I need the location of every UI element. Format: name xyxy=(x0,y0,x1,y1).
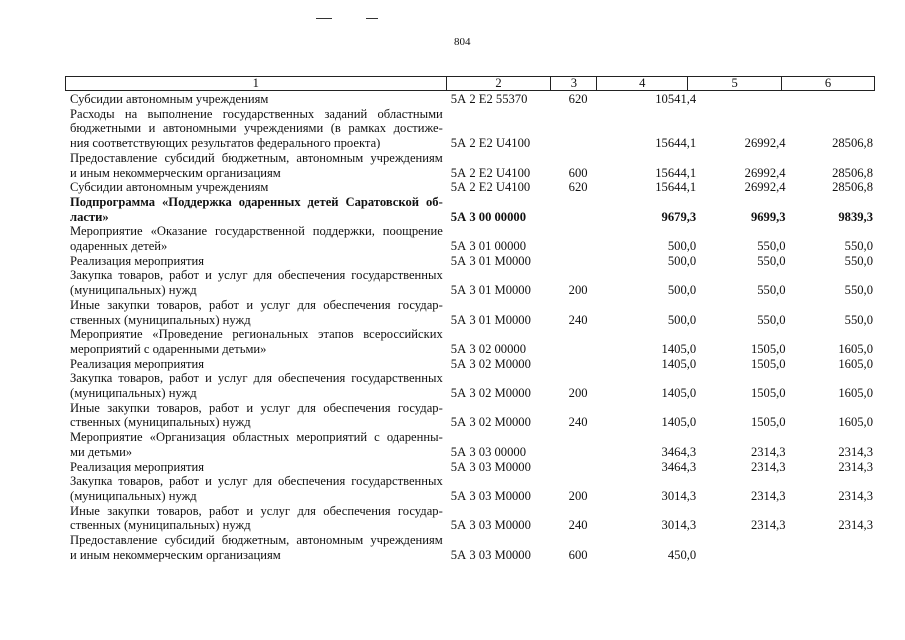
row-expense-type: 240 xyxy=(568,518,588,533)
row-description xyxy=(65,298,443,327)
row-code: 5А 2 Е2 U4100 xyxy=(450,180,531,195)
row-expense-type: 620 xyxy=(568,180,588,195)
header-col-5: 5 xyxy=(688,77,782,90)
row-description xyxy=(65,504,443,533)
description-line: Мероприятие «Проведение региональных этапов всероссийских xyxy=(70,327,443,342)
description-line: Предоставление субсидий бюджетным, автономным учреждениям xyxy=(70,150,443,165)
description-line: и иным некоммерческим организациям xyxy=(70,547,281,562)
row-description xyxy=(65,107,443,151)
row-value-col6: 2314,3 xyxy=(838,518,873,533)
row-expense-type: 600 xyxy=(568,547,588,562)
row-value-col5: 550,0 xyxy=(757,239,786,254)
row-code: 5А 3 02 00000 xyxy=(450,341,526,356)
row-code: 5А 2 Е2 U4100 xyxy=(450,136,531,151)
row-value-col6: 550,0 xyxy=(844,312,873,327)
row-description xyxy=(65,401,443,430)
row-code: 5А 3 01 00000 xyxy=(450,239,526,254)
description-line: Иные закупки товаров, работ и услуг для обеспечения государ- xyxy=(70,297,443,312)
table-row xyxy=(65,533,873,562)
row-value-col4: 450,0 xyxy=(667,547,697,562)
table-header xyxy=(65,76,875,91)
row-value-col4: 1405,0 xyxy=(661,415,697,430)
table-row xyxy=(65,357,873,372)
row-value-col5: 2314,3 xyxy=(750,459,786,474)
row-value-col6: 28506,8 xyxy=(832,165,873,180)
row-value-col4: 9679,3 xyxy=(661,209,697,224)
row-value-col5: 2314,3 xyxy=(750,488,786,503)
row-value-col6: 28506,8 xyxy=(832,136,873,151)
row-value-col5: 2314,3 xyxy=(750,518,786,533)
row-code: 5А 2 Е2 55370 xyxy=(450,92,528,106)
description-line: Реализация мероприятия xyxy=(70,253,205,268)
table-row xyxy=(65,195,873,224)
row-value-col4: 15644,1 xyxy=(655,180,697,195)
row-description xyxy=(65,327,443,356)
description-line: Реализация мероприятия xyxy=(70,356,205,371)
table-row xyxy=(65,504,873,533)
row-value-col6: 1605,0 xyxy=(838,415,873,430)
row-description xyxy=(65,180,443,195)
row-description xyxy=(65,371,443,400)
table-row xyxy=(65,298,873,327)
row-code: 5А 3 03 М0000 xyxy=(450,488,531,503)
description-line: мероприятий с одаренными детьми» xyxy=(70,341,267,356)
row-value-col5: 2314,3 xyxy=(750,444,786,459)
table-row xyxy=(65,180,873,195)
row-value-col5: 1505,0 xyxy=(750,341,786,356)
row-code: 5А 3 00 00000 xyxy=(450,209,526,224)
row-value-col6: 550,0 xyxy=(844,239,873,254)
description-line: Мероприятие «Оказание государственной поддержки, поощрение xyxy=(70,224,443,239)
row-code: 5А 3 03 М0000 xyxy=(450,459,531,474)
description-line: (муниципальных) нужд xyxy=(70,488,197,503)
header-col-4: 4 xyxy=(597,77,688,90)
description-line: ственных (муниципальных) нужд xyxy=(70,518,251,533)
row-description xyxy=(65,460,443,475)
table-row xyxy=(65,92,873,107)
row-value-col4: 1405,0 xyxy=(661,386,697,401)
row-value-col5: 26992,4 xyxy=(744,136,786,151)
description-line: Мероприятие «Организация областных мероприятий с одаренны- xyxy=(70,430,443,445)
row-value-col6: 1605,0 xyxy=(838,341,873,356)
row-value-col6: 2314,3 xyxy=(838,459,873,474)
row-value-col6: 1605,0 xyxy=(838,356,873,371)
description-line: ми детьми» xyxy=(70,444,133,459)
row-description xyxy=(65,151,443,180)
description-line: Подпрограмма «Поддержка одаренных детей Саратовской об- xyxy=(70,194,443,209)
row-value-col5: 1505,0 xyxy=(750,356,786,371)
row-value-col6: 28506,8 xyxy=(832,180,873,195)
row-expense-type: 240 xyxy=(568,415,588,430)
row-value-col4: 500,0 xyxy=(667,312,697,327)
description-line: Субсидии автономным учреждениям xyxy=(70,180,269,195)
row-value-col4: 500,0 xyxy=(667,283,697,298)
row-expense-type: 200 xyxy=(568,386,588,401)
description-line: ственных (муниципальных) нужд xyxy=(70,312,251,327)
scan-mark xyxy=(366,18,378,19)
description-line: ния соответствующих результатов федерального проекта) xyxy=(70,136,381,151)
table-row xyxy=(65,401,873,430)
row-value-col4: 3464,3 xyxy=(661,444,697,459)
row-description xyxy=(65,357,443,372)
row-code: 5А 3 02 М0000 xyxy=(450,415,531,430)
description-line: Закупка товаров, работ и услуг для обеспечения государственных xyxy=(70,268,443,283)
row-code: 5А 3 01 М0000 xyxy=(450,253,531,268)
row-value-col5: 550,0 xyxy=(757,283,786,298)
table-body xyxy=(65,92,873,563)
table-row xyxy=(65,107,873,151)
description-line: бюджетными и автономными учреждениями (в рамках достиже- xyxy=(70,121,443,136)
row-value-col6: 9839,3 xyxy=(838,209,873,224)
description-line: Закупка товаров, работ и услуг для обеспечения государственных xyxy=(70,371,443,386)
row-description xyxy=(65,224,443,253)
row-description xyxy=(65,268,443,297)
row-code: 5А 3 03 М0000 xyxy=(450,518,531,533)
row-code: 5А 2 Е2 U4100 xyxy=(450,165,531,180)
row-value-col5: 9699,3 xyxy=(750,209,786,224)
table-row xyxy=(65,460,873,475)
table-row xyxy=(65,268,873,297)
row-description xyxy=(65,92,443,107)
row-value-col4: 1405,0 xyxy=(661,356,697,371)
row-code: 5А 3 02 М0000 xyxy=(450,356,531,371)
row-value-col6: 1605,0 xyxy=(838,386,873,401)
row-value-col4: 15644,1 xyxy=(655,136,697,151)
description-line: Предоставление субсидий бюджетным, автономным учреждениям xyxy=(70,533,443,548)
row-value-col5: 550,0 xyxy=(757,312,786,327)
description-line: ственных (муниципальных) нужд xyxy=(70,415,251,430)
row-description xyxy=(65,533,443,562)
table-row xyxy=(65,327,873,356)
row-code: 5А 3 01 М0000 xyxy=(450,283,531,298)
description-line: Иные закупки товаров, работ и услуг для обеспечения государ- xyxy=(70,503,443,518)
row-expense-type: 600 xyxy=(568,165,588,180)
row-value-col6: 2314,3 xyxy=(838,488,873,503)
row-value-col5: 26992,4 xyxy=(744,165,786,180)
header-col-2: 2 xyxy=(447,77,552,90)
row-description xyxy=(65,254,443,269)
table-row xyxy=(65,371,873,400)
description-line: и иным некоммерческим организациям xyxy=(70,165,281,180)
description-line: ласти» xyxy=(70,209,109,224)
row-value-col6: 2314,3 xyxy=(838,444,873,459)
table-row xyxy=(65,224,873,253)
description-line: Закупка товаров, работ и услуг для обеспечения государственных xyxy=(70,474,443,489)
row-expense-type: 200 xyxy=(568,488,588,503)
row-expense-type: 620 xyxy=(568,92,588,106)
description-line: (муниципальных) нужд xyxy=(70,386,197,401)
row-expense-type: 240 xyxy=(568,312,588,327)
table-row xyxy=(65,430,873,459)
description-line: одаренных детей» xyxy=(70,239,168,254)
row-value-col4: 1405,0 xyxy=(661,341,697,356)
row-value-col4: 500,0 xyxy=(667,239,697,254)
row-value-col4: 3014,3 xyxy=(661,488,697,503)
table-row xyxy=(65,254,873,269)
row-code: 5А 3 01 М0000 xyxy=(450,312,531,327)
description-line: Расходы на выполнение государственных заданий областными xyxy=(70,106,443,121)
row-code: 5А 3 02 М0000 xyxy=(450,386,531,401)
row-value-col5: 1505,0 xyxy=(750,415,786,430)
row-value-col5: 26992,4 xyxy=(744,180,786,195)
row-code: 5А 3 03 М0000 xyxy=(450,547,531,562)
row-value-col6: 550,0 xyxy=(844,253,873,268)
row-value-col6: 550,0 xyxy=(844,283,873,298)
header-col-6: 6 xyxy=(824,76,832,90)
description-line: Реализация мероприятия xyxy=(70,459,205,474)
row-value-col4: 15644,1 xyxy=(655,165,697,180)
row-value-col5: 550,0 xyxy=(757,253,786,268)
row-value-col4: 3464,3 xyxy=(661,459,697,474)
row-expense-type: 200 xyxy=(568,283,588,298)
row-description xyxy=(65,430,443,459)
row-description xyxy=(65,195,443,224)
description-line: (муниципальных) нужд xyxy=(70,283,197,298)
header-col-1: 1 xyxy=(66,77,447,90)
table-row xyxy=(65,474,873,503)
description-line: Субсидии автономным учреждениям xyxy=(70,92,269,106)
header-col-3: 3 xyxy=(551,77,597,90)
scan-mark xyxy=(316,18,332,19)
row-value-col4: 10541,4 xyxy=(655,92,697,106)
row-value-col4: 3014,3 xyxy=(661,518,697,533)
page-number: 804 xyxy=(454,36,471,48)
description-line: Иные закупки товаров, работ и услуг для обеспечения государ- xyxy=(70,400,443,415)
row-value-col5: 1505,0 xyxy=(750,386,786,401)
row-code: 5А 3 03 00000 xyxy=(450,444,526,459)
table-row xyxy=(65,151,873,180)
row-value-col4: 500,0 xyxy=(667,253,697,268)
row-description xyxy=(65,474,443,503)
